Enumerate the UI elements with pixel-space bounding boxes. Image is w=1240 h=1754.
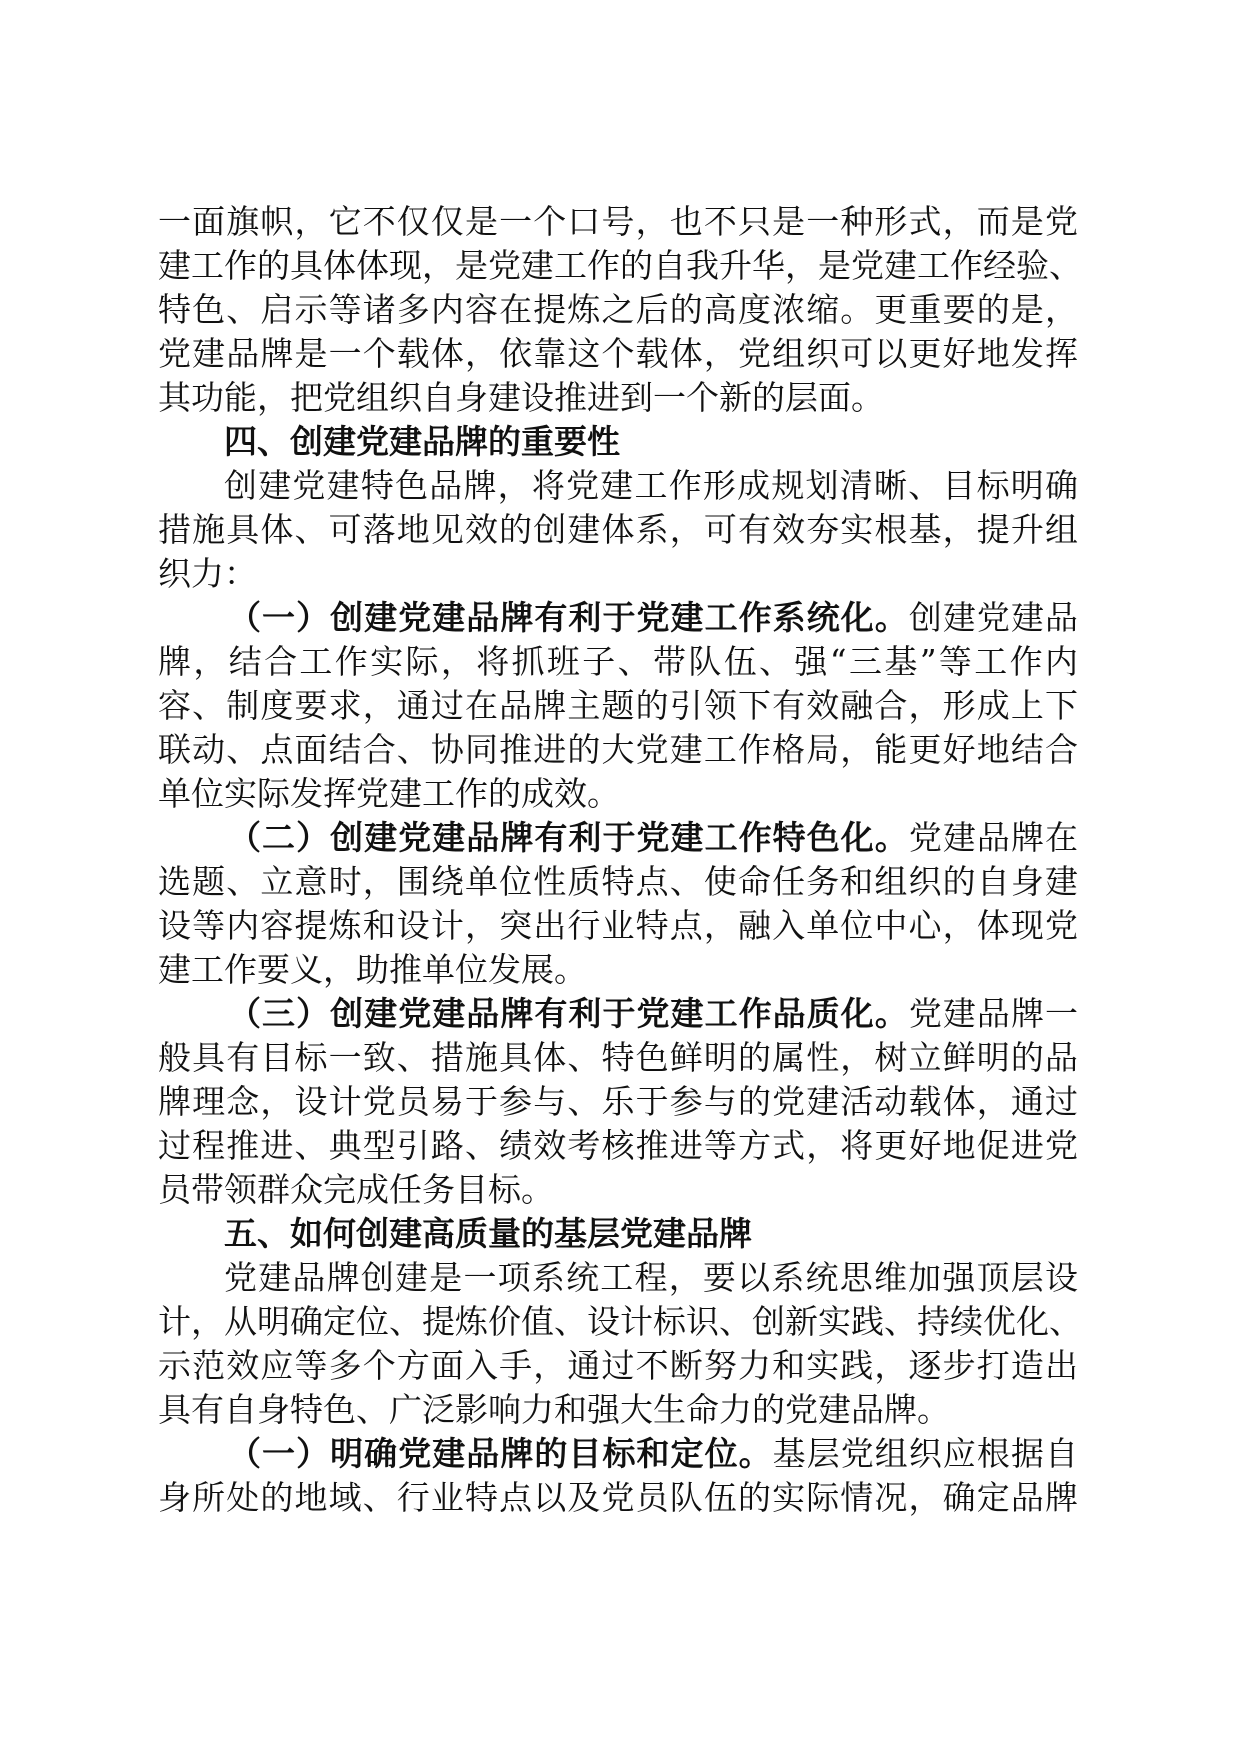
- text-line: 单位实际发挥党建工作的成效。: [158, 774, 620, 813]
- text-line: 党建品牌是一个载体，依靠这个载体，党组织可以更好地发挥: [158, 334, 1078, 373]
- text-line: [158, 596, 1078, 640]
- text-line: 计，从明确定位、提炼价值、设计标识、创新实践、持续优化、: [158, 1302, 1082, 1341]
- paragraph-systematization: [158, 596, 1078, 816]
- text-line: 具有自身特色、广泛影响力和强大生命力的党建品牌。: [158, 1390, 950, 1429]
- text-line: 员带领群众完成任务目标。: [158, 1170, 554, 1209]
- text-line: [158, 992, 1078, 1036]
- subheading-goal-positioning: （一）明确党建品牌的目标和定位。: [228, 1434, 773, 1473]
- text-line: 联动、点面结合、协同推进的大党建工作格局，能更好地结合: [158, 730, 1078, 769]
- text-fragment: 党建品牌一: [908, 994, 1079, 1033]
- section-heading-importance: 四、创建党建品牌的重要性: [224, 422, 620, 461]
- text-line: [158, 816, 1078, 860]
- subheading-quality: （三）创建党建品牌有利于党建工作品质化。: [228, 994, 909, 1033]
- paragraph-characterization: [158, 816, 1078, 992]
- text-line: 设等内容提炼和设计，突出行业特点，融入单位中心，体现党: [158, 906, 1078, 945]
- text-line: 牌，结合工作实际，将抓班子、带队伍、强“三基”等工作内: [158, 642, 1078, 681]
- paragraph-goal-positioning: [158, 1432, 1078, 1520]
- text-line: 选题、立意时，围绕单位性质特点、使命任务和组织的自身建: [158, 862, 1078, 901]
- text-line: 示范效应等多个方面入手，通过不断努力和实践，逐步打造出: [158, 1346, 1078, 1385]
- paragraph-how-to-build-intro: [158, 1256, 1082, 1432]
- paragraph-quality: [158, 992, 1078, 1212]
- text-line: 织力：: [158, 554, 257, 593]
- text-line: 措施具体、可落地见效的创建体系，可有效夯实根基，提升组: [158, 510, 1078, 549]
- text-fragment: 基层党组织应根据自: [772, 1434, 1079, 1473]
- text-line: 般具有目标一致、措施具体、特色鲜明的属性，树立鲜明的品: [158, 1038, 1078, 1077]
- subheading-characterization: （二）创建党建品牌有利于党建工作特色化。: [228, 818, 909, 857]
- text-line: 过程推进、典型引路、绩效考核推进等方式，将更好地促进党: [158, 1126, 1078, 1165]
- text-fragment: 党建品牌在: [908, 818, 1079, 857]
- section-heading-how-to-build: 五、如何创建高质量的基层党建品牌: [224, 1214, 752, 1253]
- text-line: 建工作的具体体现，是党建工作的自我升华，是党建工作经验、: [158, 246, 1082, 285]
- text-fragment: 创建党建品: [908, 598, 1079, 637]
- paragraph-importance-intro: [158, 464, 1078, 596]
- text-line: 一面旗帜，它不仅仅是一个口号，也不只是一种形式，而是党: [158, 202, 1078, 241]
- subheading-systematization: （一）创建党建品牌有利于党建工作系统化。: [228, 598, 909, 637]
- text-line: 身所处的地域、行业特点以及党员队伍的实际情况，确定品牌: [158, 1478, 1078, 1517]
- text-line: 建工作要义，助推单位发展。: [158, 950, 587, 989]
- document-page: [158, 200, 1082, 1520]
- text-line: 其功能，把党组织自身建设推进到一个新的层面。: [158, 378, 884, 417]
- text-line: [158, 1432, 1078, 1476]
- paragraph-party-brand-intro: [158, 200, 1082, 420]
- text-line: 创建党建特色品牌，将党建工作形成规划清晰、目标明确: [224, 466, 1078, 505]
- text-line: 特色、启示等诸多内容在提炼之后的高度浓缩。更重要的是，: [158, 290, 1078, 329]
- text-line: 党建品牌创建是一项系统工程，要以系统思维加强顶层设: [224, 1258, 1078, 1297]
- text-line: 牌理念，设计党员易于参与、乐于参与的党建活动载体，通过: [158, 1082, 1078, 1121]
- text-line: 容、制度要求，通过在品牌主题的引领下有效融合，形成上下: [158, 686, 1078, 725]
